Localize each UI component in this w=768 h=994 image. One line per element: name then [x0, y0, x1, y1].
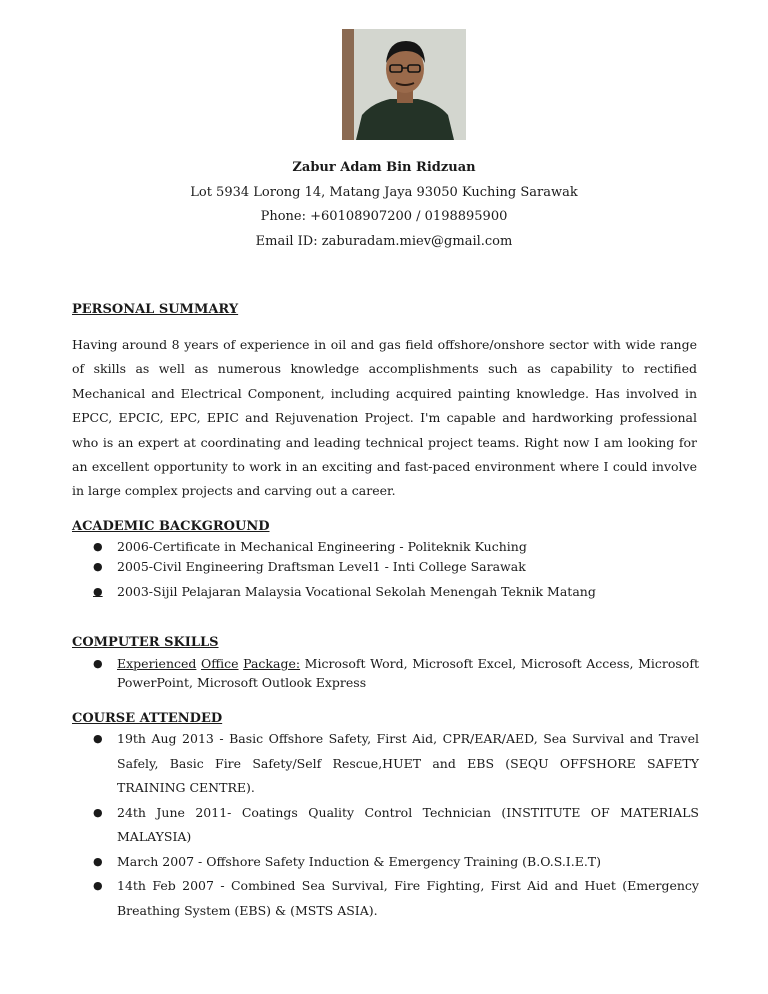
- list-item: ● Experienced Office Package: Microsoft Word, Microsoft Excel, Microsoft Access, Microsoft PowerPoint, Microsoft Outlook Express: [93, 656, 699, 690]
- course-list: [0, 727, 768, 923]
- academic-background-heading: ACADEMIC BACKGROUND: [72, 519, 270, 534]
- email: Email ID: zaburadam.miev@gmail.com: [255, 234, 513, 249]
- computer-skills-heading: COMPUTER SKILLS: [72, 635, 219, 650]
- address: Lot 5934 Lorong 14, Matang Jaya 93050 Kuching Sarawak: [190, 185, 578, 200]
- profile-photo: [342, 29, 466, 140]
- computer-skills-list: [0, 654, 768, 692]
- list-item: ● March 2007 - Offshore Safety Induction & Emergency Training (B.O.S.I.E.T): [0, 850, 699, 875]
- list-item: ● 19th Aug 2013 - Basic Offshore Safety, First Aid, CPR/EAR/AED, Sea Survival and Travel Safely, Basic Fire Safety/Self Rescue,HUET and EBS (SEQU OFFSHORE SAFETY TRAINING CENTRE).: [0, 727, 699, 801]
- bullet-icon: ●: [93, 585, 103, 598]
- bullet-icon: ●: [93, 854, 103, 868]
- person-silhouette-icon: [342, 29, 466, 140]
- list-item: ● 24th June 2011- Coatings Quality Control Technician (INSTITUTE OF MATERIALS MALAYSIA): [0, 801, 699, 850]
- phone: Phone: +60108907200 / 0198895900: [260, 209, 508, 224]
- bullet-icon: ●: [93, 560, 103, 573]
- academic-list: [0, 538, 768, 603]
- bullet-icon: ●: [93, 657, 103, 670]
- bullet-icon: ●: [93, 732, 103, 745]
- bullet-icon: ●: [93, 805, 103, 819]
- bullet-icon: ●: [93, 879, 103, 892]
- list-item: ● 2006-Certificate in Mechanical Engineering - Politeknik Kuching: [93, 539, 527, 554]
- personal-summary-text: Having around 8 years of experience in oil and gas field offshore/onshore sector with wide range of skills as well as numerous knowledge accomplishments such as capability to rectified Mechanical and Electrical Component, including acquired painting knowledge. Has involved in EPCC, EPCIC, EPC, EPIC and Rejuvenation Project. I'm capable and hardworking professional who is an expert at coordinating and leading technical project teams. Right now I am looking for an excellent opportunity to work in an exciting and fast-paced environment where I could involve in large complex projects and carving out a career.: [72, 337, 697, 499]
- bullet-icon: ●: [93, 540, 103, 553]
- list-item: ● 2005-Civil Engineering Draftsman Level1 - Inti College Sarawak: [93, 559, 526, 574]
- candidate-name: Zabur Adam Bin Ridzuan: [292, 160, 476, 175]
- course-attended-heading: COURSE ATTENDED: [72, 711, 223, 726]
- list-item: ● 14th Feb 2007 - Combined Sea Survival, Fire Fighting, First Aid and Huet (Emergency Breathing System (EBS) & (MSTS ASIA).: [0, 874, 699, 923]
- personal-summary-heading: PERSONAL SUMMARY: [72, 302, 239, 317]
- list-item: ● 2003-Sijil Pelajaran Malaysia Vocational Sekolah Menengah Teknik Matang: [93, 584, 596, 599]
